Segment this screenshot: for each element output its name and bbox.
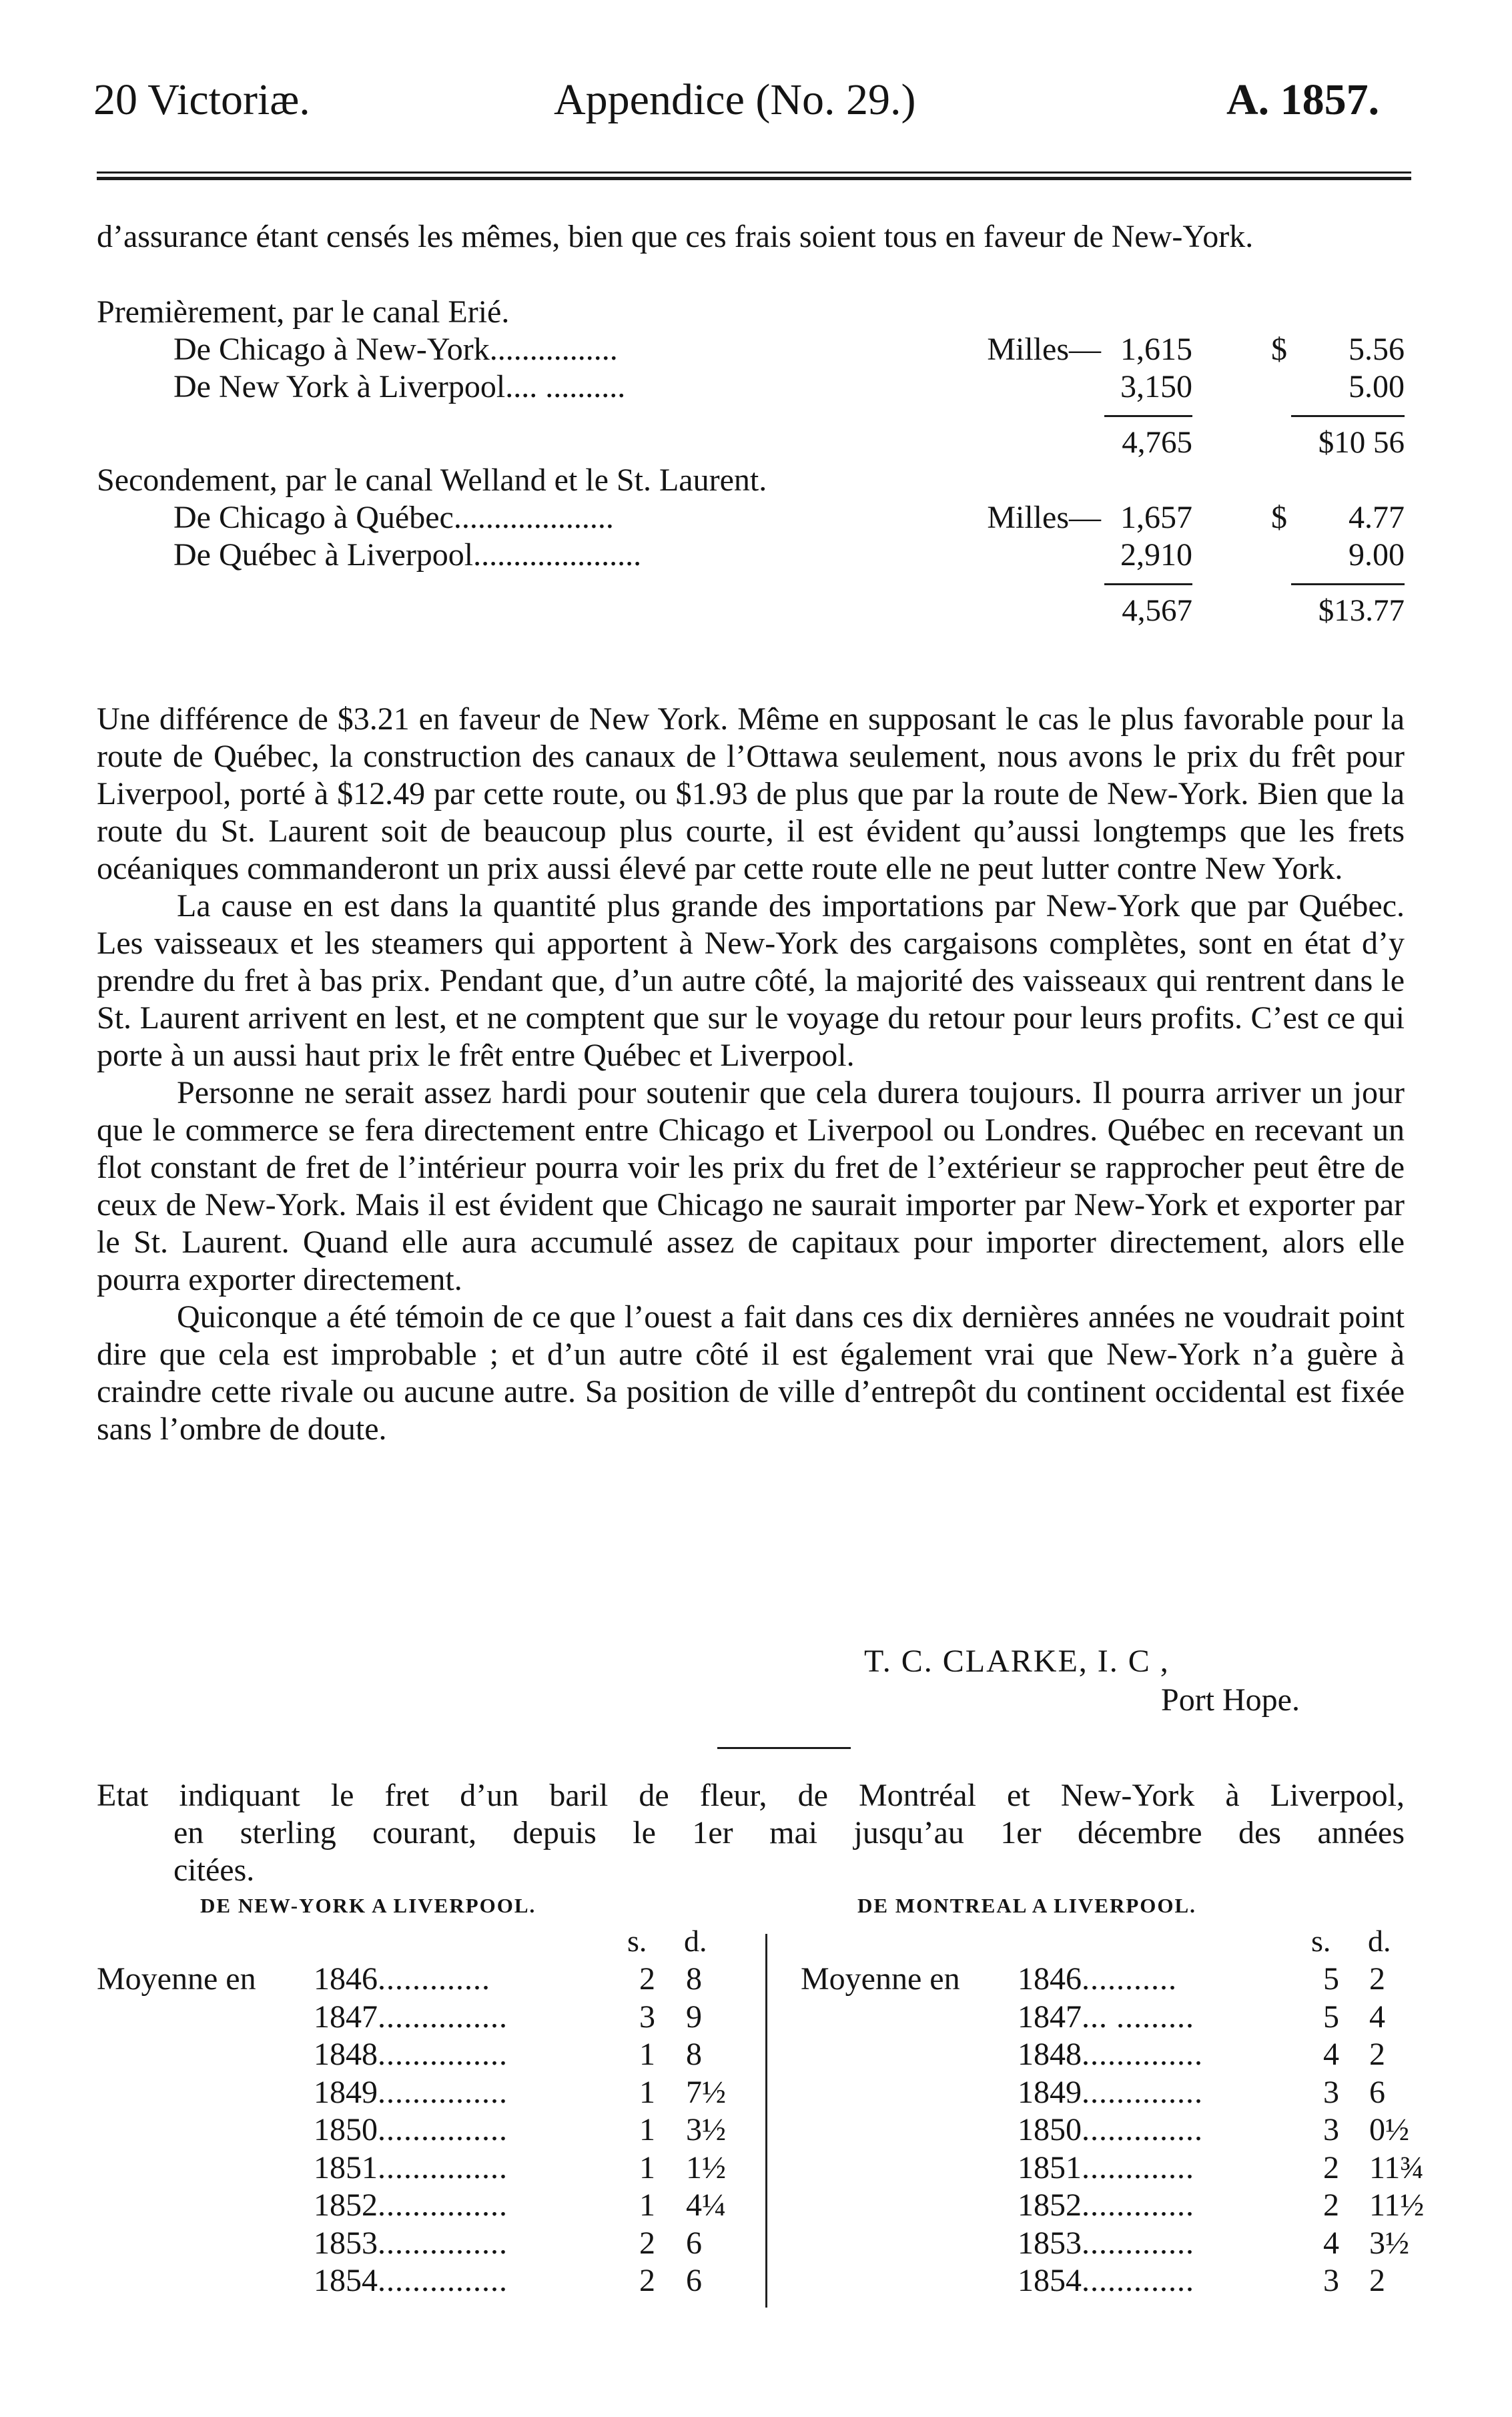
route-miles: 3,150 [1120, 369, 1192, 404]
year-value: 1854 [314, 2263, 378, 2298]
year-cell [1018, 1961, 1177, 1997]
header-year: A. 1857. [1226, 75, 1380, 124]
year-cell [1018, 2225, 1194, 2262]
year-cell [1018, 2149, 1194, 2186]
pence-value: 6 [1369, 2074, 1385, 2110]
header-rule-top [97, 171, 1411, 174]
shillings-value: 2 [639, 1961, 655, 1997]
pence-value: 7½ [686, 2074, 726, 2110]
pence-value: 8 [686, 2037, 702, 2072]
shillings-value: 3 [1323, 2263, 1339, 2298]
miles-unit: Milles— [987, 500, 1101, 535]
pence-value: 2 [1369, 2263, 1385, 2298]
signature-name: T. C. CLARKE, I. C , [864, 1644, 1170, 1679]
freight-row [0, 2149, 1512, 2187]
shillings-value: 1 [639, 2112, 655, 2147]
shillings-value: 3 [1323, 2112, 1339, 2147]
shillings-value: 2 [639, 2225, 655, 2261]
route1-total-row [97, 424, 1405, 462]
year-value: 1850 [1018, 2112, 1082, 2147]
leader-dots: ............... [378, 2074, 508, 2110]
year-value: 1847 [314, 1999, 378, 2035]
year-value: 1847 [1018, 1999, 1082, 2035]
caption-line-2: en sterling courant, depuis le 1er mai jusqu’au 1er décembre des années [173, 1815, 1405, 1850]
body-text [97, 701, 1405, 1448]
miles-unit: Milles— [987, 332, 1101, 367]
year-cell [1018, 2262, 1194, 2299]
freight-row [0, 2262, 1512, 2300]
leader-dots: ............. [378, 1961, 490, 1997]
pence-value: 3½ [1369, 2225, 1409, 2261]
year-value: 1846 [314, 1961, 378, 1997]
route-label: De New York à Liverpool.... .......... [173, 369, 626, 404]
shillings-value: 3 [639, 1999, 655, 2035]
leader-dots: ............... [378, 2225, 508, 2261]
route2-heading: Secondement, par le canal Welland et le St. Laurent. [97, 462, 767, 498]
row-prefix: Moyenne en [801, 1961, 960, 1997]
column-title-new-york: DE NEW-YORK A LIVERPOOL. [200, 1894, 536, 1917]
year-value: 1846 [1018, 1961, 1082, 1997]
pence-value: 0½ [1369, 2112, 1409, 2147]
year-cell [1018, 2074, 1203, 2111]
row-prefix: Moyenne en [97, 1961, 256, 1997]
paragraph-difference: Une différence de $3.21 en faveur de New York. Même en supposant le cas le plus favorable pour la route de Québec, la construction des canaux de l’Ottawa seulement, nous avons le prix du frêt pour Liverpool, porté à $12.49 par cette route, ou $1.93 de plus que par la route de New-York. Bien que la route du St. Laurent soit de beaucoup plus courte, il est évident qu’aussi longtemps que les frets océaniques commanderont un prix aussi élevé par cette route elle ne peut lutter contre New York. [97, 701, 1405, 886]
shillings-value: 4 [1323, 2225, 1339, 2261]
year-value: 1851 [314, 2149, 378, 2185]
leader-dots: ............... [378, 2149, 508, 2185]
pence-value: 1½ [686, 2149, 726, 2185]
paragraph-future: Personne ne serait assez hardi pour soutenir que cela durera toujours. Il pourra arriver un jour que le commerce se fera directement entre Chicago et Liverpool ou Londres. Québec en recevant un flot constant de fret de l’intérieur pourra voir les prix du fret de l’extérieur se rapprocher peut être de ceux de New-York. Mais il est évident que Chicago ne saurait importer par New-York et exporter par le St. Laurent. Quand elle aura accumulé assez de capitaux pour importer directement, alors elle pourra exporter directement. [97, 1075, 1405, 1297]
shillings-value: 1 [639, 2037, 655, 2072]
total-miles: 4,765 [1122, 425, 1192, 460]
pence-value: 8 [686, 1961, 702, 1997]
shillings-value: 1 [639, 2074, 655, 2110]
year-cell [1018, 2111, 1203, 2148]
freight-row [0, 2225, 1512, 2262]
header-session: 20 Victoriæ. [93, 75, 310, 124]
shillings-value: 5 [1323, 1961, 1339, 1997]
leader-dots: ............... [378, 2037, 508, 2072]
route-miles: 1,657 [1120, 500, 1192, 535]
freight-row [0, 1961, 1512, 1998]
route-miles: 1,615 [1120, 332, 1192, 367]
cost-sum-rule [1291, 583, 1405, 585]
freight-row [0, 2187, 1512, 2224]
total-amount: $13.77 [1318, 593, 1405, 628]
leader-dots: ............... [378, 1999, 508, 2035]
shillings-value: 2 [639, 2263, 655, 2298]
year-value: 1853 [1018, 2225, 1082, 2261]
left-shilling-label: s. [627, 1924, 647, 1958]
route1-heading-row [97, 294, 1405, 331]
total-miles: 4,567 [1122, 593, 1192, 628]
route2-row-1 [97, 499, 1405, 537]
pence-value: 9 [686, 1999, 702, 2035]
shillings-value: 4 [1323, 2037, 1339, 2072]
year-value: 1850 [314, 2112, 378, 2147]
caption-line-3: citées. [173, 1852, 255, 1888]
signature-place: Port Hope. [1161, 1682, 1300, 1718]
route1-total-rule-row [97, 406, 1405, 424]
year-value: 1848 [314, 2037, 378, 2072]
dollar-sign: $ [1271, 500, 1287, 535]
leader-dots: ............. [1082, 2187, 1194, 2223]
freight-row [0, 2036, 1512, 2073]
miles-sum-rule [1104, 415, 1192, 417]
route-comparison [97, 294, 1405, 630]
left-pence-label: d. [684, 1924, 707, 1958]
pence-value: 2 [1369, 1961, 1385, 1997]
pence-value: 6 [686, 2263, 702, 2298]
shillings-value: 3 [1323, 2074, 1339, 2110]
year-value: 1849 [314, 2074, 378, 2110]
dollar-sign: $ [1271, 332, 1287, 367]
year-cell [1018, 2036, 1203, 2073]
intro-block [97, 218, 1405, 256]
caption-line-1: Etat indiquant le fret d’un baril de fleur, de Montréal et New-York à Liverpool, [97, 1778, 1405, 1813]
shillings-value: 2 [1323, 2149, 1339, 2185]
paragraph-cause: La cause en est dans la quantité plus grande des importations par New-York que par Québec. Les vaisseaux et les steamers qui apportent à New-York des cargaisons complètes, sont en état d’y prendre du fret à bas prix. Pendant que, d’un autre côté, la majorité des vaisseaux qui rentrent dans le St. Laurent arrivent en lest, et ne comptent que sur le voyage du retour pour leurs profits. C’est ce qui porte à un aussi haut prix le frêt entre Québec et Liverpool. [97, 888, 1405, 1073]
route-label: De Chicago à New-York................ [173, 332, 618, 367]
year-value: 1854 [1018, 2263, 1082, 2298]
leader-dots: ............. [1082, 2149, 1194, 2185]
freight-row [0, 2074, 1512, 2111]
cost-sum-rule [1291, 415, 1405, 417]
leader-dots: ............... [378, 2263, 508, 2298]
route2-heading-row [97, 462, 1405, 499]
header-appendix: Appendice (No. 29.) [554, 75, 916, 124]
year-value: 1848 [1018, 2037, 1082, 2072]
paragraph-conclusion: Quiconque a été témoin de ce que l’ouest a fait dans ces dix dernières années ne voudrait point dire que cela est improbable ; et d’un autre côté il est également vrai que New-York n’a guère à craindre cette rivale ou aucune autre. Sa position de ville d’entrepôt du continent occidental est fixée sans l’ombre de doute. [97, 1299, 1405, 1447]
year-value: 1852 [314, 2187, 378, 2223]
shillings-value: 2 [1323, 2187, 1339, 2223]
section-divider [717, 1747, 851, 1749]
leader-dots: .............. [1082, 2037, 1203, 2072]
leader-dots: ............... [378, 2187, 508, 2223]
pence-value: 4¼ [686, 2187, 726, 2223]
pence-value: 3½ [686, 2112, 726, 2147]
freight-row [0, 1999, 1512, 2036]
leader-dots: ... ......... [1082, 1999, 1194, 2035]
right-shilling-label: s. [1311, 1924, 1331, 1958]
route-label: De Québec à Liverpool..................... [173, 537, 642, 573]
freight-row [0, 2111, 1512, 2149]
leader-dots: ............. [1082, 2263, 1194, 2298]
pence-value: 11½ [1369, 2187, 1425, 2223]
right-pence-label: d. [1368, 1924, 1391, 1958]
route1-row-1 [97, 331, 1405, 368]
miles-sum-rule [1104, 583, 1192, 585]
header-rule-bottom [97, 177, 1411, 180]
cost-amount: 4.77 [1349, 500, 1405, 535]
total-amount: $10 56 [1318, 425, 1405, 460]
leader-dots: ............. [1082, 2225, 1194, 2261]
year-value: 1853 [314, 2225, 378, 2261]
leader-dots: ............... [378, 2112, 508, 2147]
route2-row-2 [97, 537, 1405, 574]
route2-total-rule-row [97, 574, 1405, 593]
year-cell [1018, 2187, 1194, 2223]
route1-heading: Premièrement, par le canal Erié. [97, 294, 510, 330]
route-miles: 2,910 [1120, 537, 1192, 573]
shillings-value: 1 [639, 2149, 655, 2185]
leader-dots: .............. [1082, 2074, 1203, 2110]
year-cell [1018, 1999, 1194, 2035]
leader-dots: .............. [1082, 2112, 1203, 2147]
year-value: 1852 [1018, 2187, 1082, 2223]
leader-dots: ........... [1082, 1961, 1177, 1997]
pence-value: 4 [1369, 1999, 1385, 2035]
shillings-value: 1 [639, 2187, 655, 2223]
cost-amount: 9.00 [1349, 537, 1405, 573]
route-label: De Chicago à Québec.................... [173, 500, 614, 535]
intro-paragraph: d’assurance étant censés les mêmes, bien que ces frais soient tous en faveur de New-York. [97, 219, 1254, 254]
pence-value: 2 [1369, 2037, 1385, 2072]
column-title-montreal: DE MONTREAL A LIVERPOOL. [857, 1894, 1196, 1917]
shillings-value: 5 [1323, 1999, 1339, 2035]
cost-amount: 5.56 [1349, 332, 1405, 367]
year-value: 1851 [1018, 2149, 1082, 2185]
route1-row-2 [97, 368, 1405, 406]
year-value: 1849 [1018, 2074, 1082, 2110]
pence-value: 11¾ [1369, 2149, 1425, 2185]
cost-amount: 5.00 [1349, 369, 1405, 404]
route2-total-row [97, 593, 1405, 630]
freight-caption [97, 1777, 1405, 1889]
pence-value: 6 [686, 2225, 702, 2261]
